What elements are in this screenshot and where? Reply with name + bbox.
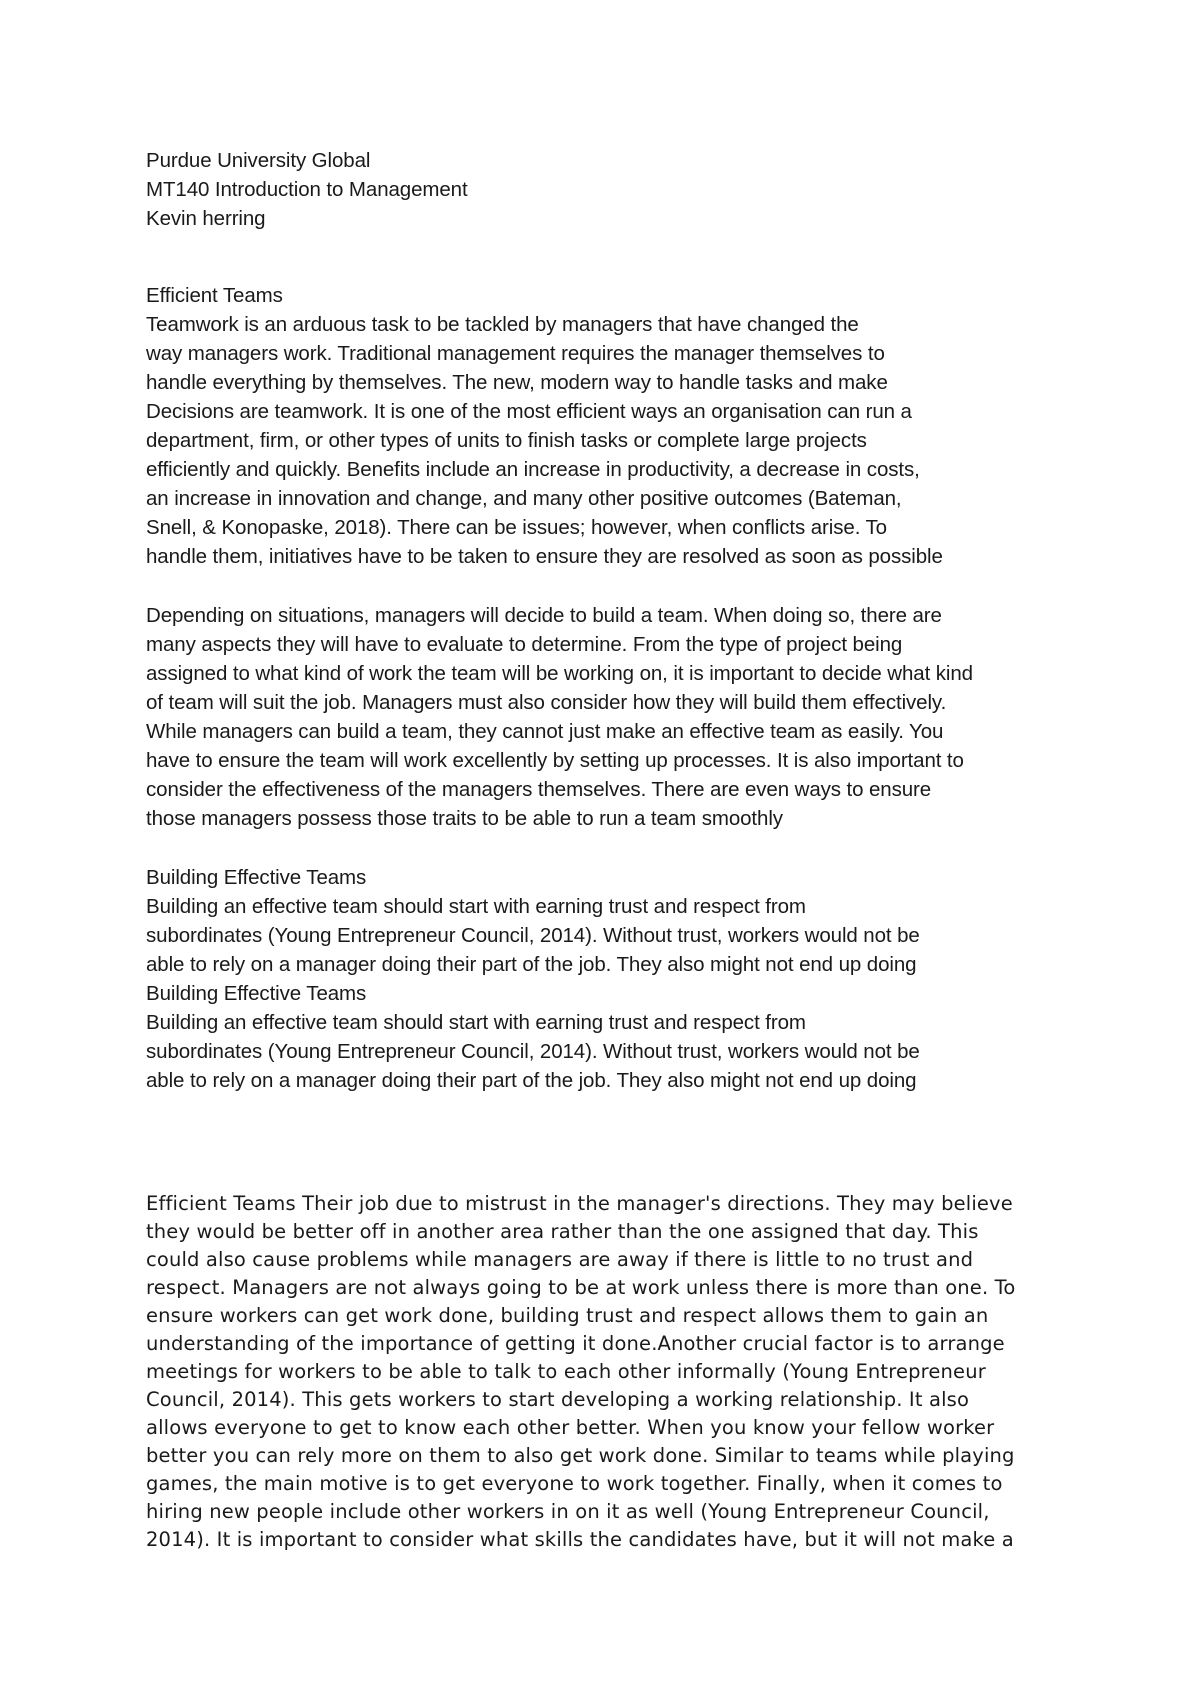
paragraph-line: consider the effectiveness of the managers themselves. There are even ways to ensure <box>146 778 932 801</box>
paragraph-line: department, firm, or other types of units to finish tasks or complete large projects <box>146 429 867 452</box>
paragraph-line: ensure workers can get work done, building trust and respect allows them to gain an <box>146 1304 989 1327</box>
paragraph-line: assigned to what kind of work the team will be working on, it is important to decide what kind <box>146 662 973 685</box>
paragraph-line: respect. Managers are not always going to be at work unless there is more than one. To <box>146 1276 1016 1299</box>
paragraph-line: Efficient Teams Their job due to mistrust in the manager's directions. They may believe <box>146 1192 1013 1215</box>
paragraph-line: of team will suit the job. Managers must also consider how they will build them effectively. <box>146 691 947 714</box>
section-heading-building-effective-teams: Building Effective Teams <box>146 866 367 889</box>
paragraph-line: handle them, initiatives have to be taken to ensure they are resolved as soon as possible <box>146 545 943 568</box>
section-heading-efficient-teams: Efficient Teams <box>146 284 283 307</box>
paragraph-line: meetings for workers to be able to talk to each other informally (Young Entrepreneur <box>146 1360 986 1383</box>
paragraph-line: Teamwork is an arduous task to be tackled by managers that have changed the <box>146 313 859 336</box>
paragraph-line: efficiently and quickly. Benefits include an increase in productivity, a decrease in costs, <box>146 458 920 481</box>
paragraph-line: better you can rely more on them to also get work done. Similar to teams while playing <box>146 1444 1015 1467</box>
paragraph-line: hiring new people include other workers in on it as well (Young Entrepreneur Council, <box>146 1500 990 1523</box>
paragraph-line: many aspects they will have to evaluate to determine. From the type of project being <box>146 633 903 656</box>
author-name: Kevin herring <box>146 207 266 230</box>
paragraph-line: they would be better off in another area rather than the one assigned that day. This <box>146 1220 979 1243</box>
paragraph-line: allows everyone to get to know each other better. When you know your fellow worker <box>146 1416 995 1439</box>
paragraph-line: Snell, & Konopaske, 2018). There can be issues; however, when conflicts arise. To <box>146 516 887 539</box>
paragraph-line: games, the main motive is to get everyone to work together. Finally, when it comes to <box>146 1472 1003 1495</box>
section-heading-building-effective-teams-repeat: Building Effective Teams <box>146 982 367 1005</box>
paragraph-line: understanding of the importance of getting it done.Another crucial factor is to arrange <box>146 1332 1005 1355</box>
paragraph-line: Decisions are teamwork. It is one of the most efficient ways an organisation can run a <box>146 400 912 423</box>
paragraph-line: subordinates (Young Entrepreneur Council, 2014). Without trust, workers would not be <box>146 924 920 947</box>
paragraph-line: Building an effective team should start with earning trust and respect from <box>146 1011 806 1034</box>
paragraph-line: handle everything by themselves. The new, modern way to handle tasks and make <box>146 371 888 394</box>
paragraph-line: 2014). It is important to consider what skills the candidates have, but it will not make a <box>146 1528 1014 1551</box>
institution-name: Purdue University Global <box>146 149 371 172</box>
paragraph-line: have to ensure the team will work excellently by setting up processes. It is also important to <box>146 749 964 772</box>
paragraph-line: an increase in innovation and change, and many other positive outcomes (Bateman, <box>146 487 902 510</box>
paragraph-line: able to rely on a manager doing their part of the job. They also might not end up doing <box>146 1069 917 1092</box>
paragraph-line: While managers can build a team, they cannot just make an effective team as easily. You <box>146 720 944 743</box>
paragraph-line: way managers work. Traditional management requires the manager themselves to <box>146 342 885 365</box>
paragraph-line: Council, 2014). This gets workers to start developing a working relationship. It also <box>146 1388 970 1411</box>
paragraph-line: able to rely on a manager doing their part of the job. They also might not end up doing <box>146 953 917 976</box>
course-title: MT140 Introduction to Management <box>146 178 468 201</box>
paragraph-line: Depending on situations, managers will decide to build a team. When doing so, there are <box>146 604 942 627</box>
paragraph-line: those managers possess those traits to be able to run a team smoothly <box>146 807 783 830</box>
paragraph-line: could also cause problems while managers are away if there is little to no trust and <box>146 1248 974 1271</box>
paragraph-line: subordinates (Young Entrepreneur Council, 2014). Without trust, workers would not be <box>146 1040 920 1063</box>
paragraph-line: Building an effective team should start with earning trust and respect from <box>146 895 806 918</box>
